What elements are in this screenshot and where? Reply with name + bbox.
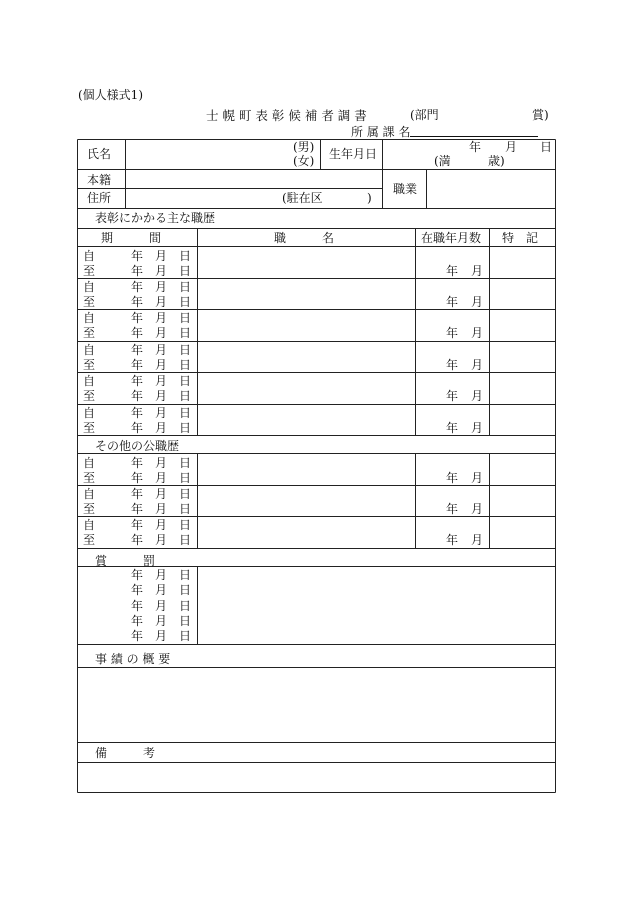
other-career-to-label-0: 至 [83, 470, 96, 485]
name-field[interactable] [126, 140, 266, 168]
career-section-label: 表彰にかかる主な職歴 [95, 211, 216, 225]
career-position-field-4[interactable] [199, 372, 415, 402]
career-from-label-5: 自 [83, 405, 96, 420]
other-career-tenure-month-2: 月 [471, 533, 484, 548]
career-to-label-4: 至 [83, 389, 96, 404]
remarks-field[interactable] [78, 763, 555, 792]
other-career-from-year-2: 年 [131, 518, 144, 533]
domicile-label: 本籍 [87, 173, 112, 187]
career-from-label-0: 自 [83, 248, 96, 263]
department-label: 所 属 課 名 [351, 125, 411, 139]
other-career-from-month-2: 月 [155, 518, 168, 533]
other-career-to-label-1: 至 [83, 501, 96, 516]
reward-month-4: 月 [155, 629, 168, 644]
career-tenure-month-5: 月 [471, 420, 484, 435]
reward-month-0: 月 [155, 568, 168, 582]
birth-year-label: 年 [469, 140, 482, 154]
career-from-year-3: 年 [131, 342, 144, 357]
reward-year-1: 年 [131, 583, 144, 598]
other-career-tenure-year-0: 年 [446, 470, 459, 485]
other-career-to-month-0: 月 [155, 470, 168, 485]
career-from-month-3: 月 [155, 342, 168, 357]
reward-month-3: 月 [155, 613, 168, 628]
career-to-label-1: 至 [83, 294, 96, 309]
career-from-year-2: 年 [131, 311, 144, 326]
reward-day-4: 日 [179, 629, 192, 644]
career-from-label-2: 自 [83, 311, 96, 326]
career-to-year-0: 年 [131, 263, 144, 278]
career-to-month-0: 月 [155, 263, 168, 278]
career-tenure-year-1: 年 [446, 294, 459, 309]
other-career-from-day-0: 日 [179, 455, 192, 470]
reward-day-0: 日 [179, 568, 192, 582]
career-tenure-month-1: 月 [471, 294, 484, 309]
form-title: 士 幌 町 表 彰 候 補 者 調 書 [206, 108, 367, 123]
career-tenure-month-3: 月 [471, 357, 484, 372]
career-position-field-1[interactable] [199, 278, 415, 308]
address-label: 住所 [87, 191, 112, 205]
other-career-to-month-1: 月 [155, 501, 168, 516]
reward-day-1: 日 [179, 583, 192, 598]
career-to-day-0: 日 [179, 263, 192, 278]
career-to-label-0: 至 [83, 263, 96, 278]
other-career-from-day-2: 日 [179, 518, 192, 533]
candidate-form [77, 139, 556, 793]
reward-day-3: 日 [179, 613, 192, 628]
other-career-to-day-1: 日 [179, 501, 192, 516]
career-tenure-month-2: 月 [471, 326, 484, 341]
district-close: ) [367, 191, 372, 205]
name-label: 氏名 [87, 147, 112, 161]
other-career-to-label-2: 至 [83, 533, 96, 548]
career-tenure-year-4: 年 [446, 389, 459, 404]
career-from-day-2: 日 [179, 311, 192, 326]
career-from-month-2: 月 [155, 311, 168, 326]
career-to-year-4: 年 [131, 389, 144, 404]
other-career-tenure-month-0: 月 [471, 470, 484, 485]
remarks-section-label: 備 考 [95, 746, 156, 760]
career-from-month-1: 月 [155, 279, 168, 294]
career-from-label-4: 自 [83, 374, 96, 389]
other-career-from-label-2: 自 [83, 518, 96, 533]
career-from-day-3: 日 [179, 342, 192, 357]
career-from-label-3: 自 [83, 342, 96, 357]
col-note: 特 記 [502, 231, 539, 245]
district-open: (駐在区 [282, 191, 323, 205]
category-open: (部門 [410, 108, 439, 122]
female-label[interactable]: (女) [293, 154, 315, 168]
other-career-from-year-0: 年 [131, 455, 144, 470]
other-career-to-day-0: 日 [179, 470, 192, 485]
other-career-from-label-0: 自 [83, 455, 96, 470]
career-from-month-5: 月 [155, 405, 168, 420]
age-close: 歳) [488, 154, 505, 168]
col-position: 職 名 [274, 231, 335, 245]
reward-year-0: 年 [131, 568, 144, 582]
summary-section-label: 事 績 の 概 要 [95, 652, 171, 666]
other-career-position-field-2[interactable] [199, 516, 415, 546]
career-from-month-0: 月 [155, 248, 168, 263]
career-from-day-1: 日 [179, 279, 192, 294]
career-position-field-5[interactable] [199, 404, 415, 434]
other-career-from-month-0: 月 [155, 455, 168, 470]
career-to-month-1: 月 [155, 294, 168, 309]
career-to-year-3: 年 [131, 357, 144, 372]
other-career-to-year-0: 年 [131, 470, 144, 485]
other-career-from-month-1: 月 [155, 486, 168, 501]
department-input-line[interactable] [410, 136, 538, 137]
reward-year-2: 年 [131, 598, 144, 613]
reward-day-2: 日 [179, 598, 192, 613]
career-tenure-year-2: 年 [446, 326, 459, 341]
other-career-to-year-1: 年 [131, 501, 144, 516]
career-to-month-3: 月 [155, 357, 168, 372]
career-to-year-1: 年 [131, 294, 144, 309]
career-from-year-4: 年 [131, 374, 144, 389]
career-tenure-year-5: 年 [446, 420, 459, 435]
other-career-from-label-1: 自 [83, 486, 96, 501]
career-to-label-2: 至 [83, 326, 96, 341]
career-to-label-5: 至 [83, 420, 96, 435]
reward-month-1: 月 [155, 583, 168, 598]
career-to-month-5: 月 [155, 420, 168, 435]
male-label[interactable]: (男) [293, 140, 315, 154]
birth-month-label: 月 [505, 140, 518, 154]
career-from-month-4: 月 [155, 374, 168, 389]
career-to-year-2: 年 [131, 326, 144, 341]
other-career-section-label: その他の公職歴 [95, 439, 180, 453]
career-from-day-0: 日 [179, 248, 192, 263]
career-to-day-5: 日 [179, 420, 192, 435]
birthdate-label: 生年月日 [329, 147, 378, 161]
career-position-field-0[interactable] [199, 247, 415, 277]
career-from-year-5: 年 [131, 405, 144, 420]
career-to-day-3: 日 [179, 357, 192, 372]
career-to-month-2: 月 [155, 326, 168, 341]
career-tenure-year-3: 年 [446, 357, 459, 372]
career-tenure-year-0: 年 [446, 263, 459, 278]
age-open: (満 [434, 154, 451, 168]
form-code: (個人様式1) [78, 88, 143, 102]
other-career-to-year-2: 年 [131, 533, 144, 548]
career-from-day-5: 日 [179, 405, 192, 420]
career-from-day-4: 日 [179, 374, 192, 389]
other-career-from-year-1: 年 [131, 486, 144, 501]
career-to-day-4: 日 [179, 389, 192, 404]
other-career-to-month-2: 月 [155, 533, 168, 548]
career-from-label-1: 自 [83, 279, 96, 294]
career-to-label-3: 至 [83, 357, 96, 372]
reward-year-4: 年 [131, 629, 144, 644]
other-career-to-day-2: 日 [179, 533, 192, 548]
col-tenure: 在職年月数 [421, 231, 482, 245]
career-tenure-month-4: 月 [471, 389, 484, 404]
career-position-field-2[interactable] [199, 309, 415, 339]
birth-day-label: 日 [540, 140, 553, 154]
other-career-tenure-year-1: 年 [446, 501, 459, 516]
career-from-year-1: 年 [131, 279, 144, 294]
career-to-day-2: 日 [179, 326, 192, 341]
career-to-month-4: 月 [155, 389, 168, 404]
reward-year-3: 年 [131, 613, 144, 628]
career-to-year-5: 年 [131, 420, 144, 435]
reward-month-2: 月 [155, 598, 168, 613]
career-position-field-3[interactable] [199, 341, 415, 371]
col-period: 期 間 [101, 231, 162, 245]
career-from-year-0: 年 [131, 248, 144, 263]
rewards-section-label: 賞 罰 [95, 554, 156, 568]
career-tenure-month-0: 月 [471, 263, 484, 278]
other-career-tenure-year-2: 年 [446, 533, 459, 548]
other-career-tenure-month-1: 月 [471, 501, 484, 516]
summary-field[interactable] [78, 668, 555, 741]
other-career-position-field-0[interactable] [199, 454, 415, 484]
career-to-day-1: 日 [179, 294, 192, 309]
other-career-position-field-1[interactable] [199, 485, 415, 515]
other-career-from-day-1: 日 [179, 486, 192, 501]
category-close: 賞) [532, 108, 549, 122]
occupation-label: 職業 [393, 182, 418, 196]
